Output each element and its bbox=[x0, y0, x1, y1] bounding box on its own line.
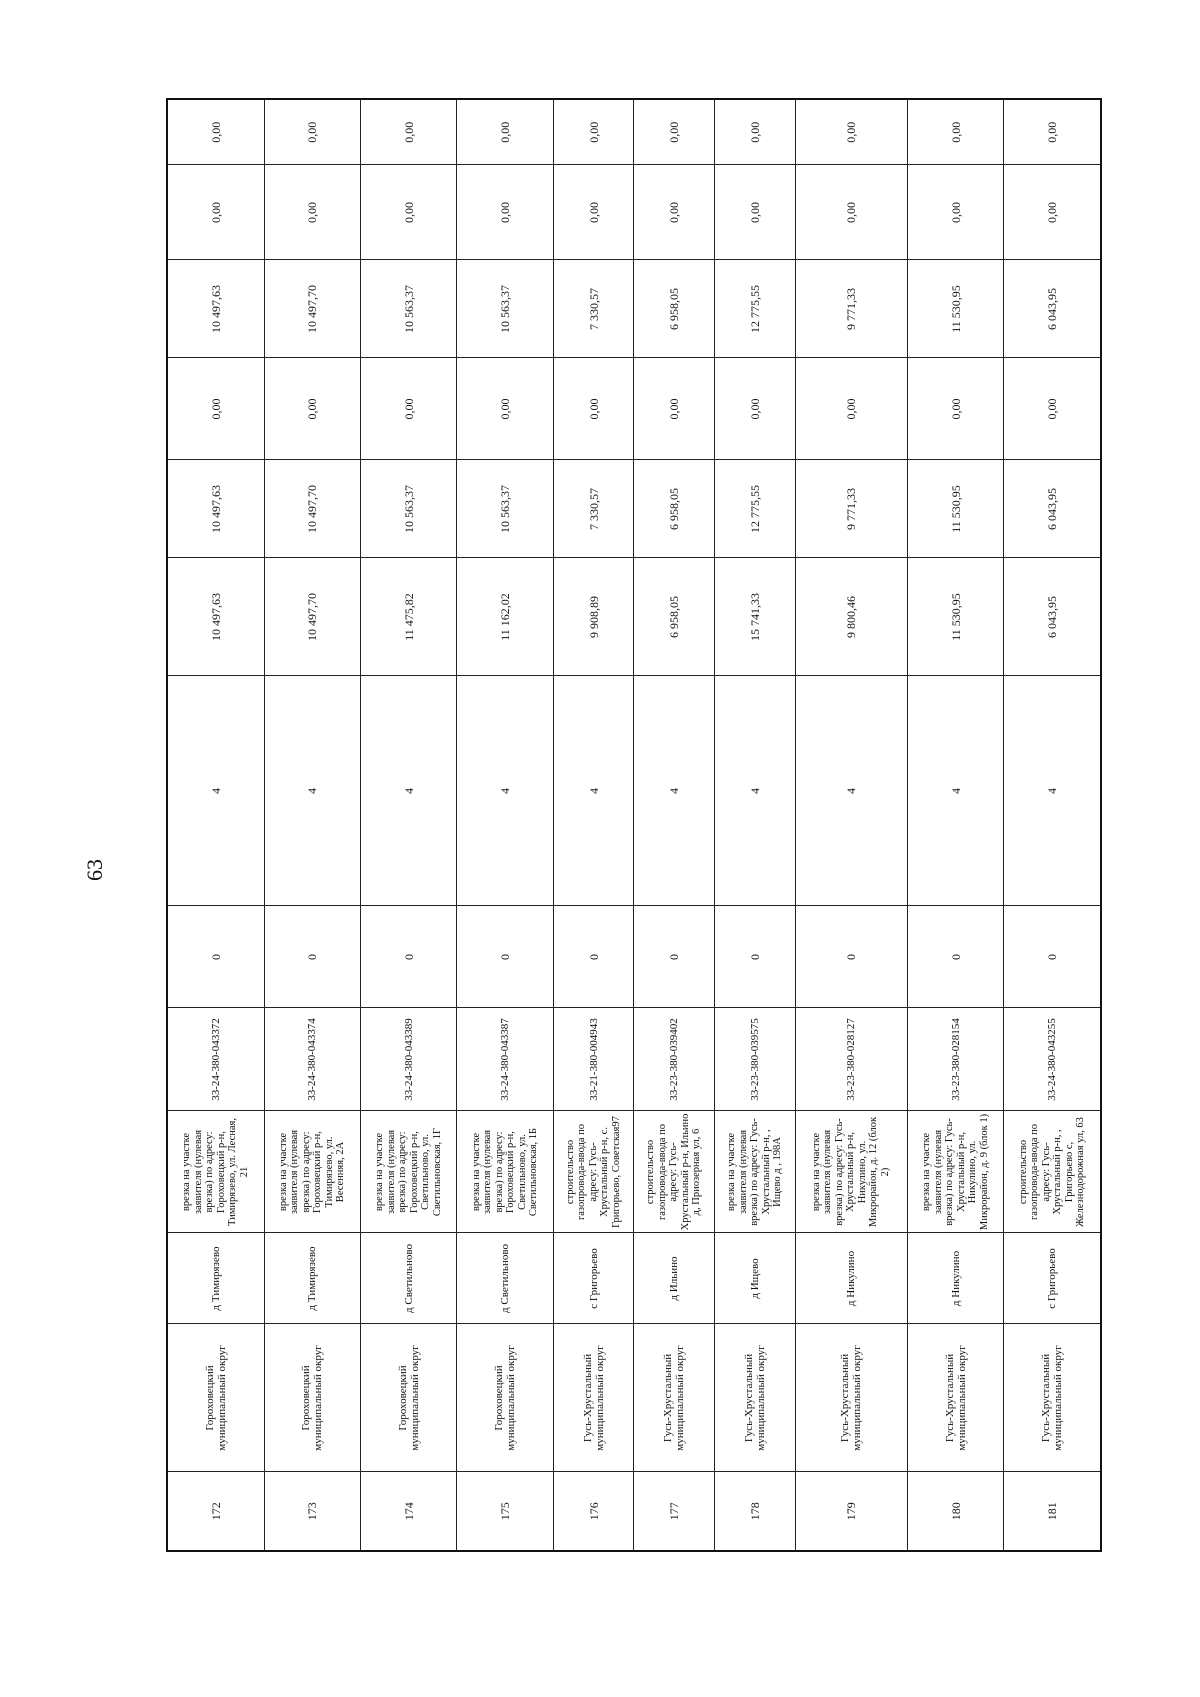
value-cell: 10 497,63 bbox=[167, 460, 264, 558]
value-cell: 12 775,55 bbox=[715, 460, 796, 558]
value-cell: 10 563,37 bbox=[457, 260, 553, 358]
description-cell: строительство газопровода-ввода по адресу: Гусь-Хрустальный р-н, Ильино д, Приозерная ул, 6 bbox=[634, 1111, 715, 1233]
settlement-cell: д Светильново bbox=[361, 1233, 457, 1324]
table-row bbox=[634, 99, 715, 1551]
value-cell: 0 bbox=[715, 906, 796, 1008]
value-cell: 0 bbox=[264, 906, 360, 1008]
value-cell: 0,00 bbox=[361, 165, 457, 260]
district-cell: Гороховецкий муниципальный округ bbox=[264, 1324, 360, 1472]
value-cell: 6 958,05 bbox=[634, 260, 715, 358]
description-cell: врезка на участке заявителя (нулевая врезка) по адресу: Гороховецкий р-н, Светильново, ул. Светильновская, 1Г bbox=[361, 1111, 457, 1233]
value-cell: 4 bbox=[634, 676, 715, 906]
code-cell: 33-24-380-043387 bbox=[457, 1008, 553, 1111]
row-number: 176 bbox=[553, 1472, 634, 1551]
row-number: 179 bbox=[795, 1472, 907, 1551]
value-cell: 0 bbox=[457, 906, 553, 1008]
table-row bbox=[1004, 99, 1101, 1551]
value-cell: 10 497,63 bbox=[167, 260, 264, 358]
value-cell: 0,00 bbox=[634, 358, 715, 460]
value-cell: 0,00 bbox=[1004, 165, 1101, 260]
value-cell: 0,00 bbox=[1004, 99, 1101, 165]
value-cell: 6 043,95 bbox=[1004, 460, 1101, 558]
value-cell: 11 530,95 bbox=[907, 260, 1003, 358]
value-cell: 6 958,05 bbox=[634, 558, 715, 676]
value-cell: 0,00 bbox=[795, 358, 907, 460]
description-cell: строительство газопровода-ввода по адресу: Гусь-Хрустальный р-н, с. Григорьево, Советская97 bbox=[553, 1111, 634, 1233]
value-cell: 0,00 bbox=[553, 358, 634, 460]
value-cell: 11 530,95 bbox=[907, 558, 1003, 676]
value-cell: 6 043,95 bbox=[1004, 260, 1101, 358]
settlement-cell: д Ильино bbox=[634, 1233, 715, 1324]
row-number: 178 bbox=[715, 1472, 796, 1551]
row-number: 174 bbox=[361, 1472, 457, 1551]
value-cell: 15 741,33 bbox=[715, 558, 796, 676]
value-cell: 9 771,33 bbox=[795, 460, 907, 558]
settlement-cell: д Никулино bbox=[795, 1233, 907, 1324]
table-row bbox=[907, 99, 1003, 1551]
table-row bbox=[795, 99, 907, 1551]
value-cell: 10 497,70 bbox=[264, 460, 360, 558]
value-cell: 4 bbox=[795, 676, 907, 906]
value-cell: 10 497,63 bbox=[167, 558, 264, 676]
district-cell: Гусь-Хрустальный муниципальный округ bbox=[1004, 1324, 1101, 1472]
value-cell: 11 530,95 bbox=[907, 460, 1003, 558]
table-row bbox=[361, 99, 457, 1551]
code-cell: 33-24-380-043255 bbox=[1004, 1008, 1101, 1111]
value-cell: 10 497,70 bbox=[264, 260, 360, 358]
value-cell: 0 bbox=[553, 906, 634, 1008]
value-cell: 0,00 bbox=[634, 165, 715, 260]
value-cell: 9 800,46 bbox=[795, 558, 907, 676]
row-number: 173 bbox=[264, 1472, 360, 1551]
value-cell: 12 775,55 bbox=[715, 260, 796, 358]
row-number: 177 bbox=[634, 1472, 715, 1551]
code-cell: 33-23-380-039402 bbox=[634, 1008, 715, 1111]
value-cell: 0 bbox=[361, 906, 457, 1008]
table-body bbox=[167, 99, 1101, 1551]
district-cell: Гусь-Хрустальный муниципальный округ bbox=[634, 1324, 715, 1472]
district-cell: Гусь-Хрустальный муниципальный округ bbox=[795, 1324, 907, 1472]
code-cell: 33-24-380-043389 bbox=[361, 1008, 457, 1111]
value-cell: 0,00 bbox=[795, 99, 907, 165]
value-cell: 0,00 bbox=[167, 165, 264, 260]
value-cell: 0,00 bbox=[715, 358, 796, 460]
settlement-cell: с Григорьево bbox=[1004, 1233, 1101, 1324]
description-cell: врезка на участке заявителя (нулевая врезка) по адресу: Гороховецкий р-н, Светильново, ул. Светильновская, 1Б bbox=[457, 1111, 553, 1233]
value-cell: 11 475,82 bbox=[361, 558, 457, 676]
table-row bbox=[457, 99, 553, 1551]
value-cell: 0,00 bbox=[634, 99, 715, 165]
table-row bbox=[167, 99, 264, 1551]
value-cell: 0 bbox=[907, 906, 1003, 1008]
value-cell: 0,00 bbox=[907, 165, 1003, 260]
row-number: 172 bbox=[167, 1472, 264, 1551]
page-number: 63 bbox=[82, 859, 107, 881]
value-cell: 4 bbox=[361, 676, 457, 906]
value-cell: 0,00 bbox=[361, 358, 457, 460]
value-cell: 0,00 bbox=[361, 99, 457, 165]
code-cell: 33-24-380-043372 bbox=[167, 1008, 264, 1111]
description-cell: врезка на участке заявителя (нулевая врезка) по адресу: Гороховецкий р-н, Тимирязево, ул. Лесная, 21 bbox=[167, 1111, 264, 1233]
value-cell: 4 bbox=[553, 676, 634, 906]
value-cell: 10 563,37 bbox=[361, 460, 457, 558]
description-cell: строительство газопровода-ввода по адресу: Гусь-Хрустальный р-н, , Григорьево с, Железнодорожная ул, 63 bbox=[1004, 1111, 1101, 1233]
value-cell: 0,00 bbox=[264, 99, 360, 165]
district-cell: Гусь-Хрустальный муниципальный округ bbox=[907, 1324, 1003, 1472]
code-cell: 33-21-380-004943 bbox=[553, 1008, 634, 1111]
value-cell: 11 162,02 bbox=[457, 558, 553, 676]
row-number: 175 bbox=[457, 1472, 553, 1551]
table-row bbox=[264, 99, 360, 1551]
value-cell: 10 497,70 bbox=[264, 558, 360, 676]
district-cell: Гусь-Хрустальный муниципальный округ bbox=[553, 1324, 634, 1472]
value-cell: 4 bbox=[264, 676, 360, 906]
value-cell: 0,00 bbox=[907, 358, 1003, 460]
row-number: 181 bbox=[1004, 1472, 1101, 1551]
value-cell: 0,00 bbox=[264, 165, 360, 260]
value-cell: 6 958,05 bbox=[634, 460, 715, 558]
value-cell: 0,00 bbox=[553, 165, 634, 260]
value-cell: 0,00 bbox=[167, 358, 264, 460]
value-cell: 0,00 bbox=[457, 99, 553, 165]
value-cell: 0,00 bbox=[457, 358, 553, 460]
value-cell: 10 563,37 bbox=[457, 460, 553, 558]
settlement-cell: д Ищево bbox=[715, 1233, 796, 1324]
value-cell: 4 bbox=[457, 676, 553, 906]
value-cell: 7 330,57 bbox=[553, 260, 634, 358]
value-cell: 4 bbox=[907, 676, 1003, 906]
table-row bbox=[553, 99, 634, 1551]
district-cell: Гороховецкий муниципальный округ bbox=[457, 1324, 553, 1472]
description-cell: врезка на участке заявителя (нулевая врезка) по адресу: Гороховецкий р-н, Тимирязево, ул. Весенняя, 2А bbox=[264, 1111, 360, 1233]
value-cell: 0,00 bbox=[715, 99, 796, 165]
value-cell: 0,00 bbox=[167, 99, 264, 165]
description-cell: врезка на участке заявителя (нулевая врезка) по адресу: Гусь-Хрустальный р-н, , Ищево д , 198А bbox=[715, 1111, 796, 1233]
row-number: 180 bbox=[907, 1472, 1003, 1551]
district-cell: Гороховецкий муниципальный округ bbox=[361, 1324, 457, 1472]
value-cell: 0,00 bbox=[457, 165, 553, 260]
value-cell: 0,00 bbox=[907, 99, 1003, 165]
value-cell: 0,00 bbox=[795, 165, 907, 260]
settlement-cell: д Тимирязево bbox=[264, 1233, 360, 1324]
value-cell: 7 330,57 bbox=[553, 460, 634, 558]
value-cell: 9 908,89 bbox=[553, 558, 634, 676]
settlement-cell: д Светильново bbox=[457, 1233, 553, 1324]
value-cell: 4 bbox=[1004, 676, 1101, 906]
code-cell: 33-23-380-039575 bbox=[715, 1008, 796, 1111]
value-cell: 0,00 bbox=[264, 358, 360, 460]
description-cell: врезка на участке заявителя (нулевая врезка) по адресу: Гусь-Хрустальный р-н, Никулино, ул. Микрорайон, д. 9 (блок 1) bbox=[907, 1111, 1003, 1233]
value-cell: 6 043,95 bbox=[1004, 558, 1101, 676]
value-cell: 4 bbox=[167, 676, 264, 906]
value-cell: 0 bbox=[795, 906, 907, 1008]
value-cell: 0 bbox=[634, 906, 715, 1008]
district-cell: Гороховецкий муниципальный округ bbox=[167, 1324, 264, 1472]
settlement-cell: д Тимирязево bbox=[167, 1233, 264, 1324]
value-cell: 0 bbox=[167, 906, 264, 1008]
value-cell: 10 563,37 bbox=[361, 260, 457, 358]
data-table bbox=[166, 98, 1102, 1552]
value-cell: 0,00 bbox=[553, 99, 634, 165]
settlement-cell: с Григорьево bbox=[553, 1233, 634, 1324]
code-cell: 33-23-380-028127 bbox=[795, 1008, 907, 1111]
rotated-table-container bbox=[166, 100, 1102, 1552]
code-cell: 33-23-380-028154 bbox=[907, 1008, 1003, 1111]
value-cell: 0 bbox=[1004, 906, 1101, 1008]
value-cell: 4 bbox=[715, 676, 796, 906]
district-cell: Гусь-Хрустальный муниципальный округ bbox=[715, 1324, 796, 1472]
settlement-cell: д Никулино bbox=[907, 1233, 1003, 1324]
value-cell: 0,00 bbox=[1004, 358, 1101, 460]
table-row bbox=[715, 99, 796, 1551]
value-cell: 9 771,33 bbox=[795, 260, 907, 358]
description-cell: врезка на участке заявителя (нулевая врезка) по адресу: Гусь-Хрустальный р-н, Никулино, ул. Микрорайон, д. 12 (блок 2) bbox=[795, 1111, 907, 1233]
code-cell: 33-24-380-043374 bbox=[264, 1008, 360, 1111]
value-cell: 0,00 bbox=[715, 165, 796, 260]
